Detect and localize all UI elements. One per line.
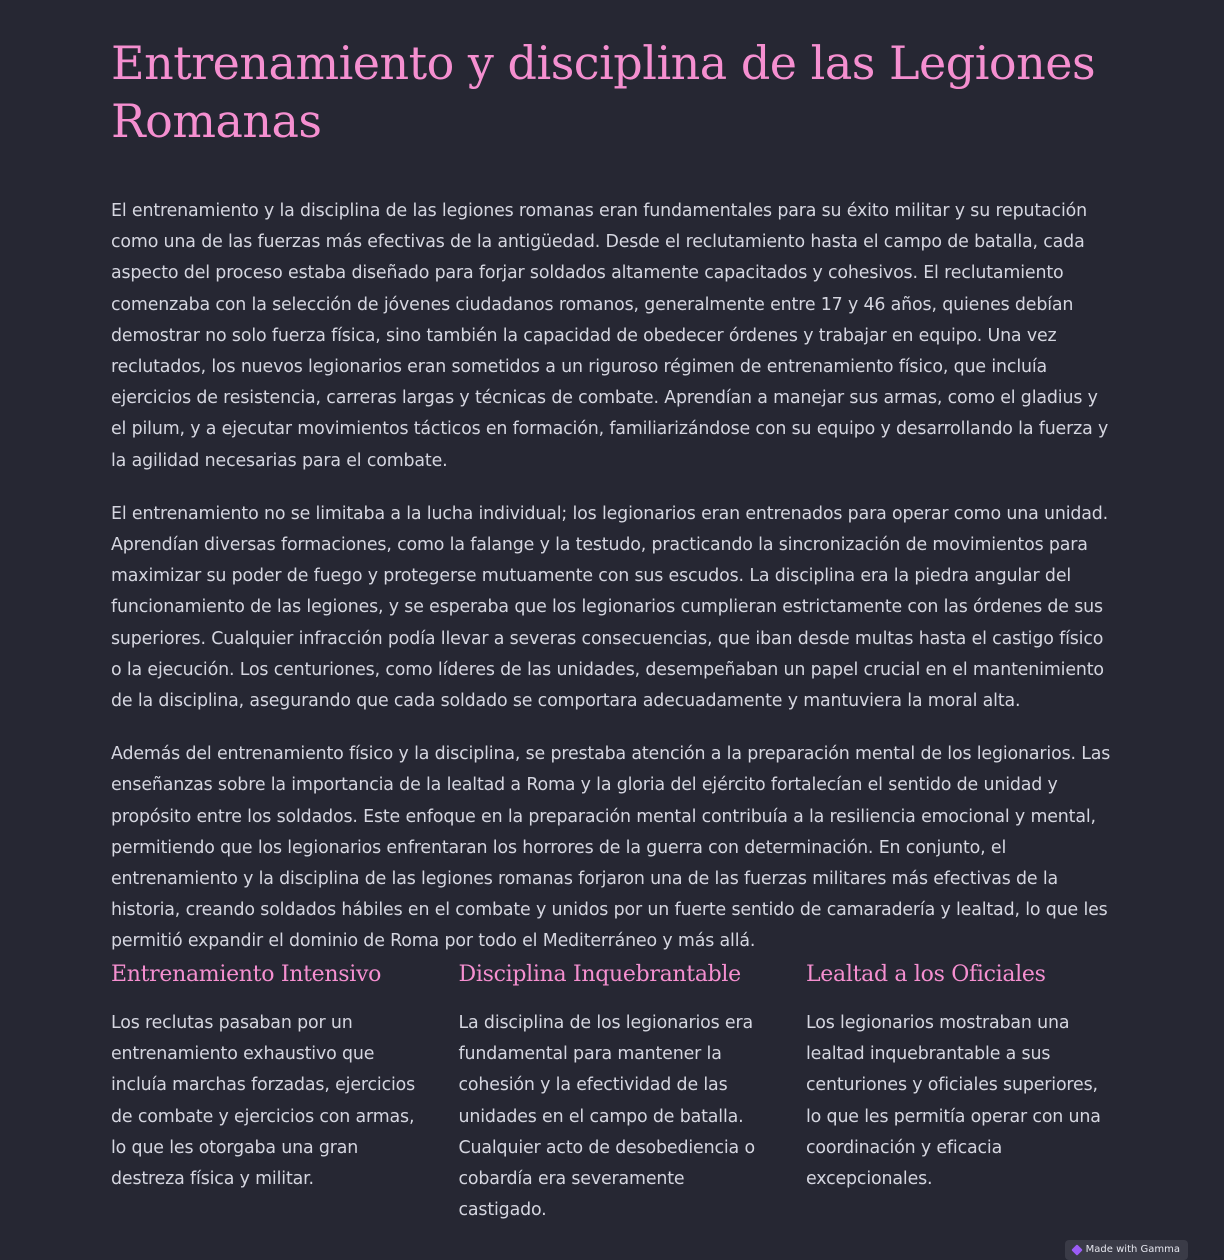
card-disciplina-inquebrantable [459, 958, 764, 1226]
card-text: La disciplina de los legionarios era fundamental para mantener la cohesión y la efectividad de las unidades en el campo de batalla. Cualquier acto de desobediencia o cobardía era severamente castigado. [458, 1013, 755, 1221]
page-title: Entrenamiento y disciplina de las Legiones Romanas [111, 36, 1096, 148]
paragraph: Además del entrenamiento físico y la disciplina, se prestaba atención a la preparación mental de los legionarios. Las enseñanzas sobre la importancia de la lealtad a Roma y la gloria del ejército fortalecían el sentido de unidad y propósito entre los soldados. Este enfoque en la preparación mental contribuía a la resiliencia emocional y mental, permitiendo que los legionarios enfrentaran los horrores de la guerra con determinación. En conjunto, el entrenamiento y la disciplina de las legiones romanas forjaron una de las fuerzas militares más efectivas de la historia, creando soldados hábiles en el combate y unidos por un fuerte sentido de camaradería y lealtad, lo que les permitió expandir el dominio de Roma por todo el Mediterráneo y más allá. [111, 744, 1111, 952]
body-text [111, 196, 1111, 958]
badge-label: Made with Gamma [1085, 1244, 1180, 1255]
card-heading: Disciplina Inquebrantable [458, 962, 741, 987]
paragraph: El entrenamiento no se limitaba a la lucha individual; los legionarios eran entrenados para operar como una unidad. Aprendían diversas formaciones, como la falange y la testudo, practicando la sincronización de movimientos para maximizar su poder de fuego y protegerse mutuamente con sus escudos. La disciplina era la piedra angular del funcionamiento de las legiones, y se esperaba que los legionarios cumplieran estrictamente con las órdenes de sus superiores. Cualquier infracción podía llevar a severas consecuencias, que iban desde multas hasta el castigo físico o la ejecución. Los centuriones, como líderes de las unidades, desempeñaban un papel crucial en el mantenimiento de la disciplina, asegurando que cada soldado se comportara adecuadamente y mantuviera la moral alta. [111, 503, 1109, 712]
card-lealtad-oficiales [806, 958, 1111, 1226]
card-text: Los reclutas pasaban por un entrenamiento exhaustivo que incluía marchas forzadas, ejercicios de combate y ejercicios con armas, lo que les otorgaba una gran destreza física y militar. [111, 1013, 416, 1190]
gamma-logo-icon [1071, 1244, 1082, 1255]
feature-cards [111, 958, 1111, 1226]
card-heading: Entrenamiento Intensivo [111, 962, 382, 987]
card-heading: Lealtad a los Oficiales [806, 962, 1046, 987]
card-text: Los legionarios mostraban una lealtad inquebrantable a sus centuriones y oficiales superiores, lo que les permitía operar con una coordinación y eficacia excepcionales. [806, 1013, 1101, 1190]
card-entrenamiento-intensivo [111, 958, 416, 1226]
paragraph: El entrenamiento y la disciplina de las legiones romanas eran fundamentales para su éxito militar y su reputación como una de las fuerzas más efectivas de la antigüedad. Desde el reclutamiento hasta el campo de batalla, cada aspecto del proceso estaba diseñado para forjar soldados altamente capacitados y cohesivos. El reclutamiento comenzaba con la selección de jóvenes ciudadanos romanos, generalmente entre 17 y 46 años, quienes debían demostrar no solo fuerza física, sino también la capacidad de obedecer órdenes y trabajar en equipo. Una vez reclutados, los nuevos legionarios eran sometidos a un riguroso régimen de entrenamiento físico, que incluía ejercicios de resistencia, carreras largas y técnicas de combate. Aprendían a manejar sus armas, como el gladius y el pilum, y a ejecutar movimientos tácticos en formación, familiarizándose con su equipo y desarrollando la fuerza y la agilidad necesarias para el combate. [111, 201, 1109, 471]
made-with-badge[interactable] [1065, 1240, 1188, 1260]
document-page [111, 34, 1111, 980]
